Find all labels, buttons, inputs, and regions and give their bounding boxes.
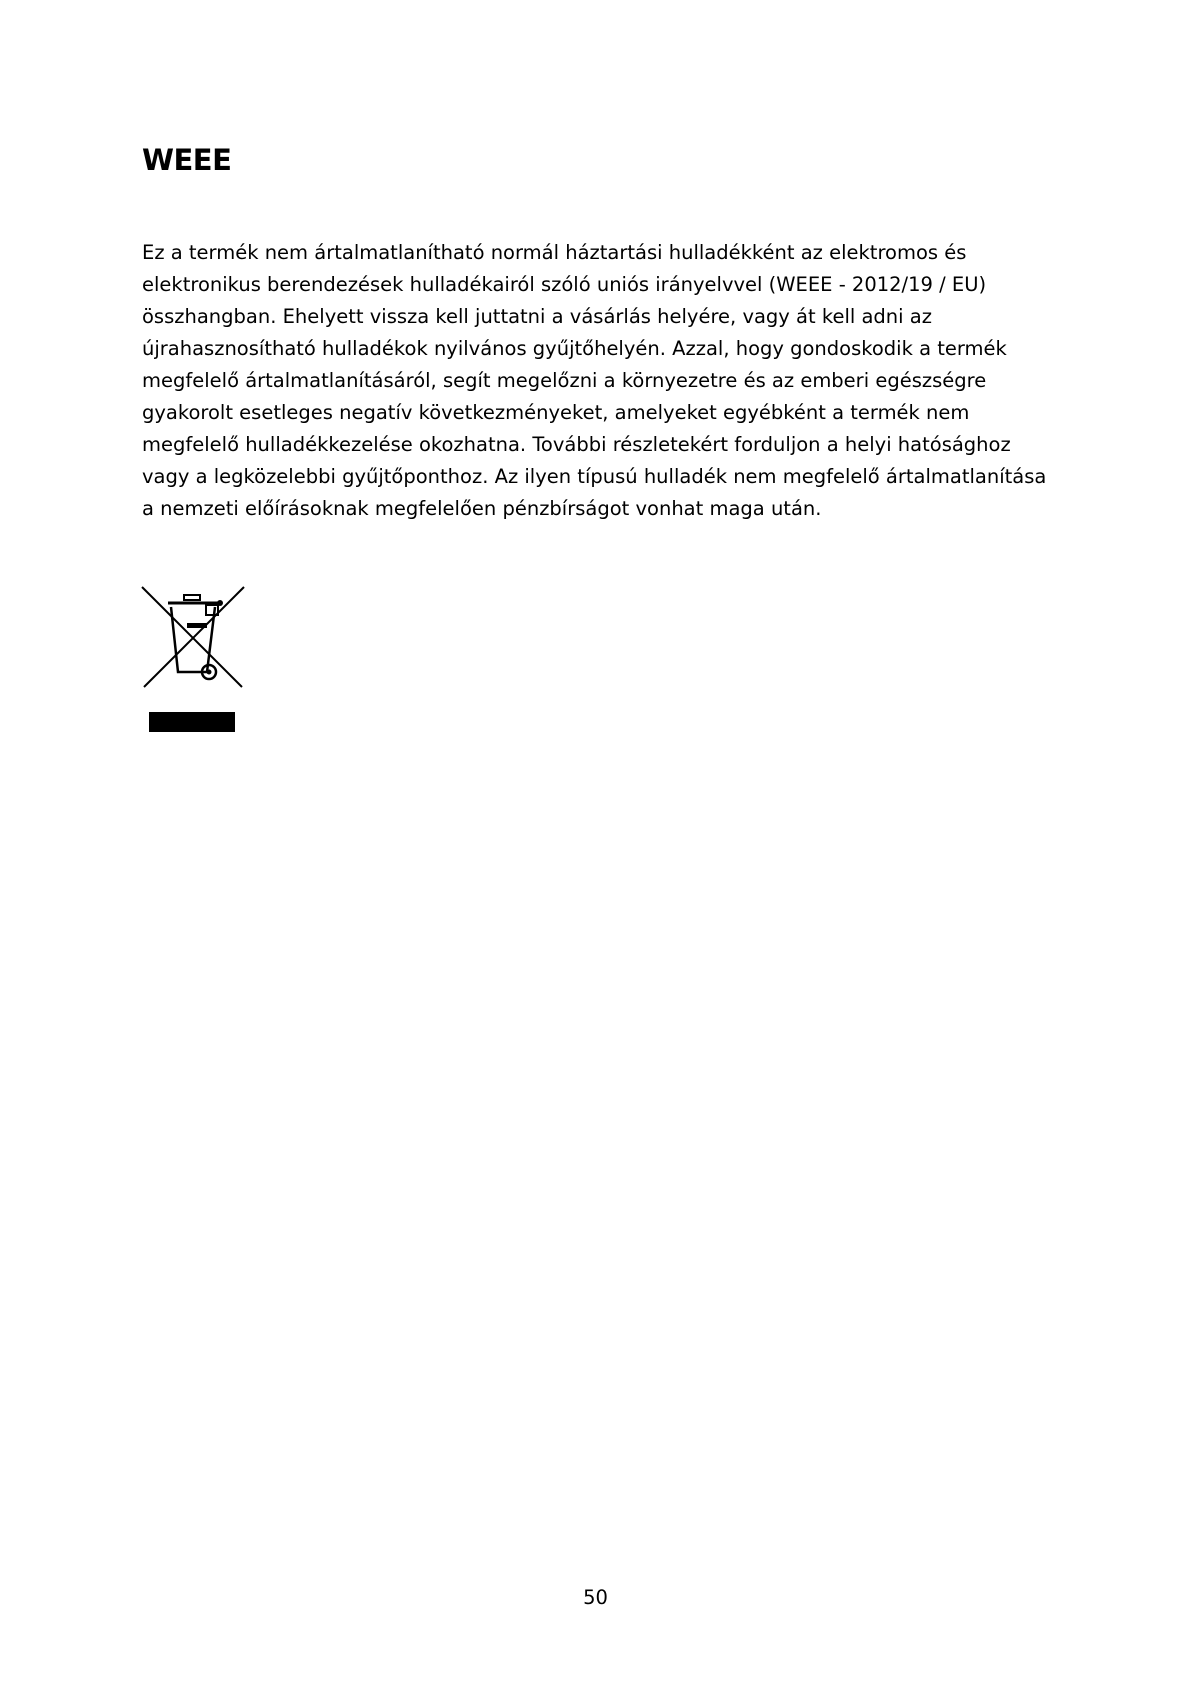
paragraph-line: vagy a legközelebbi gyűjtőponthoz. Az ilyen típusú hulladék nem megfelelő ártalmatlanítása <box>142 465 1047 488</box>
paragraph-line: megfelelő ártalmatlanításáról, segít megelőzni a környezetre és az emberi egészségre <box>142 369 987 392</box>
paragraph-line: összhangban. Ehelyett vissza kell juttatni a vásárlás helyére, vagy át kell adni az <box>142 305 932 328</box>
disposal-paragraph <box>142 237 1067 525</box>
paragraph-line: elektronikus berendezések hulladékairól szóló uniós irányelvvel (WEEE - 2012/19 / EU) <box>142 273 987 296</box>
page-title: WEEE <box>142 143 232 177</box>
paragraph-line: Ez a termék nem ártalmatlanítható normál háztartási hulladékként az elektromos és <box>142 241 967 264</box>
paragraph-line: a nemzeti előírásoknak megfelelően pénzbírságot vonhat maga után. <box>142 497 822 520</box>
paragraph-line: gyakorolt esetleges negatív következményeket, amelyeket egyébként a termék nem <box>142 401 970 424</box>
paragraph-line: megfelelő hulladékkezelése okozhatna. További részletekért forduljon a helyi hatósághoz <box>142 433 1011 456</box>
crossed-out-wheelie-bin-icon <box>140 585 246 737</box>
paragraph-line: újrahasznosítható hulladékok nyilvános gyűjtőhelyén. Azzal, hogy gondoskodik a termék <box>142 337 1007 360</box>
page-number: 50 <box>583 1586 608 1609</box>
